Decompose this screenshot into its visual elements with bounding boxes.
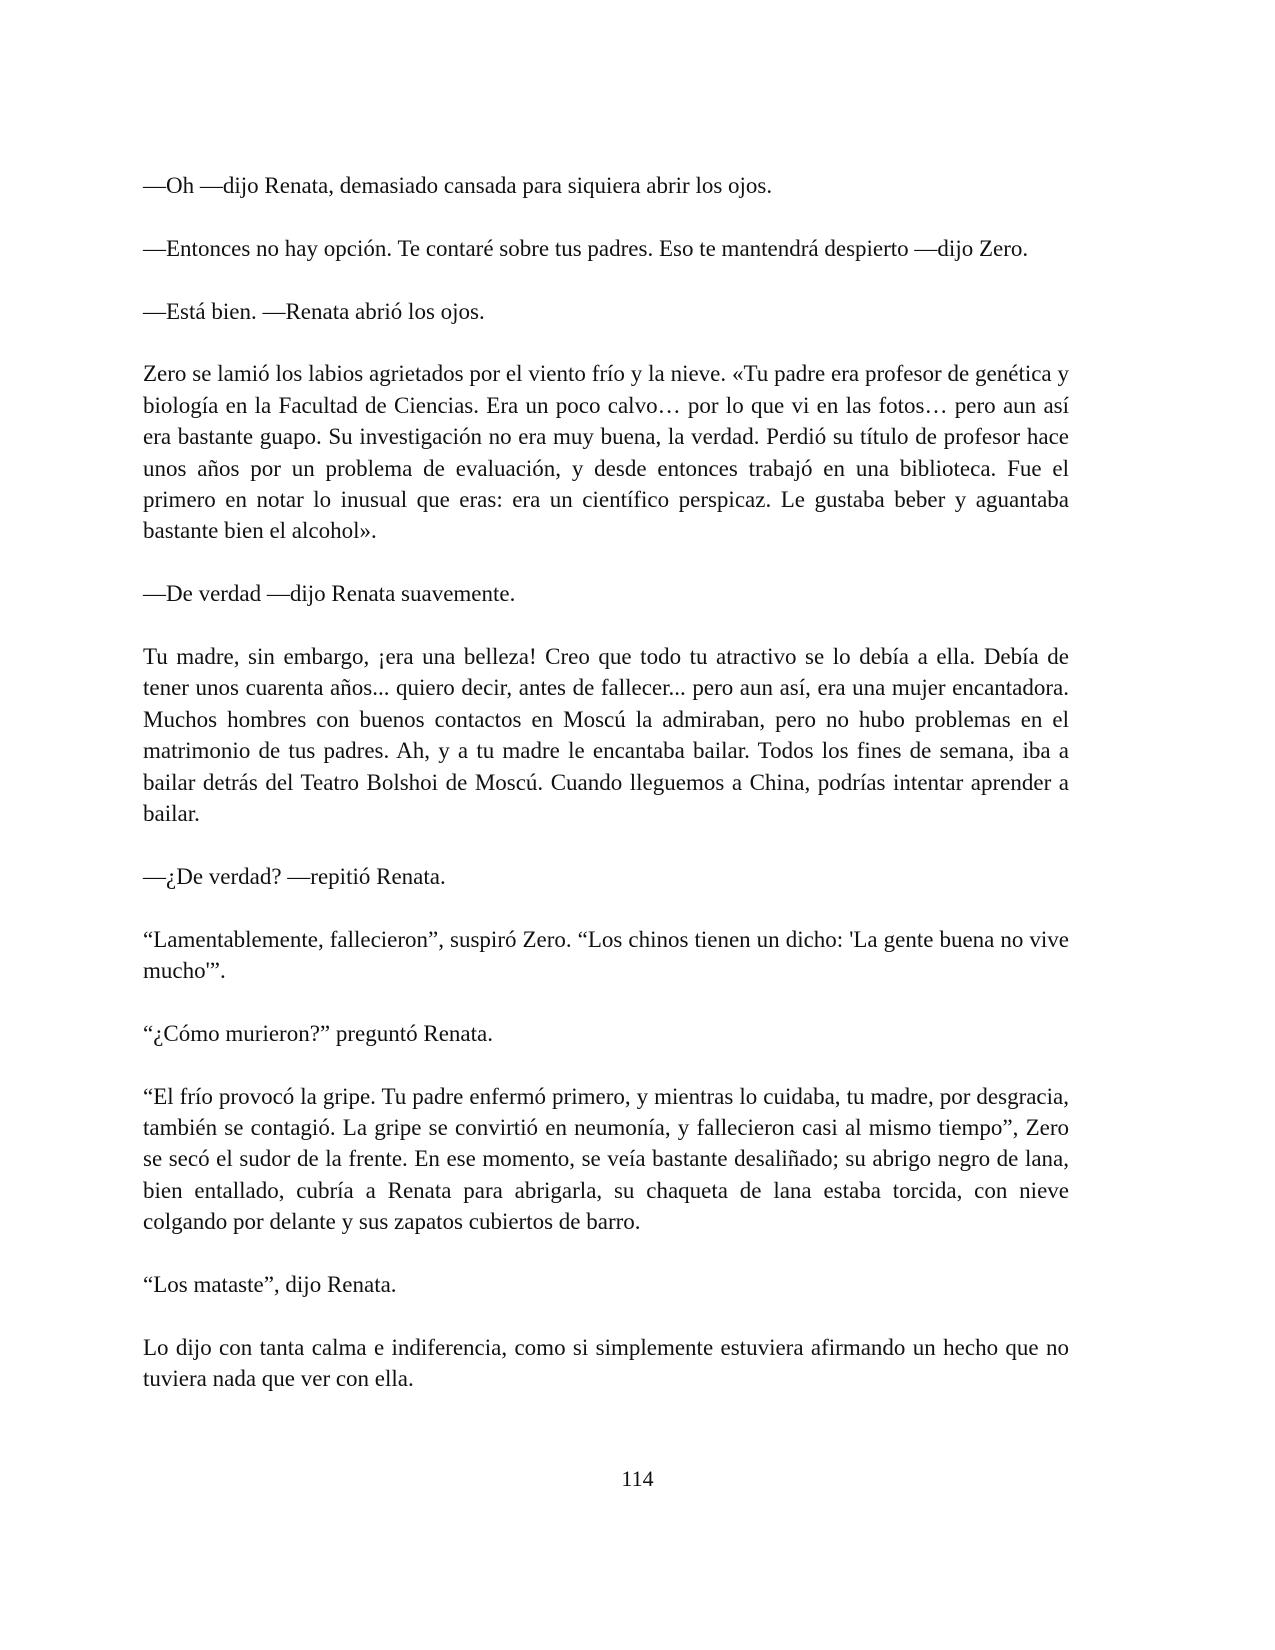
paragraph: “Los mataste”, dijo Renata. — [143, 1272, 397, 1298]
paragraph: “El frío provocó la gripe. Tu padre enfermó primero, y mientras lo cuidaba, tu madre, por desgracia, también se contagió. La gripe se convirtió en neumonía, y fallecieron casi al mismo tiempo”, Zero se secó el sudor de la frente. En ese momento, se veía bastante desaliñado; su abrigo negro de lana, bien entallado, cubría a Renata para abrigarla, su chaqueta de lana estaba torcida, con nieve colgando por delante y sus zapatos cubiertos de barro. — [143, 1083, 1069, 1235]
paragraph: Lo dijo con tanta calma e indiferencia, como si simplemente estuviera afirmando un hecho que no tuviera nada que ver con ella. — [143, 1334, 1069, 1392]
page-body — [143, 170, 1069, 1426]
paragraph: —Entonces no hay opción. Te contaré sobre tus padres. Eso te mantendrá despierto —dijo Zero. — [143, 235, 1029, 261]
paragraph: “Lamentablemente, fallecieron”, suspiró Zero. “Los chinos tienen un dicho: 'La gente buena no vive mucho'”. — [143, 926, 1069, 984]
paragraph: —Está bien. —Renata abrió los ojos. — [143, 298, 485, 324]
paragraph: “¿Cómo murieron?” preguntó Renata. — [143, 1020, 493, 1046]
paragraph: —¿De verdad? —repitió Renata. — [143, 863, 446, 889]
page-number: 114 — [621, 1466, 654, 1491]
paragraph: Tu madre, sin embargo, ¡era una belleza! Creo que todo tu atractivo se lo debía a ella. Debía de tener unos cuarenta años... quiero decir, antes de fallecer... pero aun así, era una mujer encantadora. Muchos hombres con buenos contactos en Moscú la admiraban, pero no hubo problemas en el matrimonio de tus padres. Ah, y a tu madre le encantaba bailar. Todos los fines de semana, iba a bailar detrás del Teatro Bolshoi de Moscú. Cuando lleguemos a China, podrías intentar aprender a bailar. — [143, 644, 1069, 827]
paragraph: —De verdad —dijo Renata suavemente. — [143, 581, 516, 607]
paragraph: —Oh —dijo Renata, demasiado cansada para siquiera abrir los ojos. — [143, 173, 773, 198]
paragraph: Zero se lamió los labios agrietados por el viento frío y la nieve. «Tu padre era profesor de genética y biología en la Facultad de Ciencias. Era un poco calvo… por lo que vi en las fotos… pero aun así era bastante guapo. Su investigación no era muy buena, la verdad. Perdió su título de profesor hace unos años por un problema de evaluación, y desde entonces trabajó en una biblioteca. Fue el primero en notar lo inusual que eras: era un científico perspicaz. Le gustaba beber y aguantaba bastante bien el alcohol». — [143, 361, 1069, 544]
